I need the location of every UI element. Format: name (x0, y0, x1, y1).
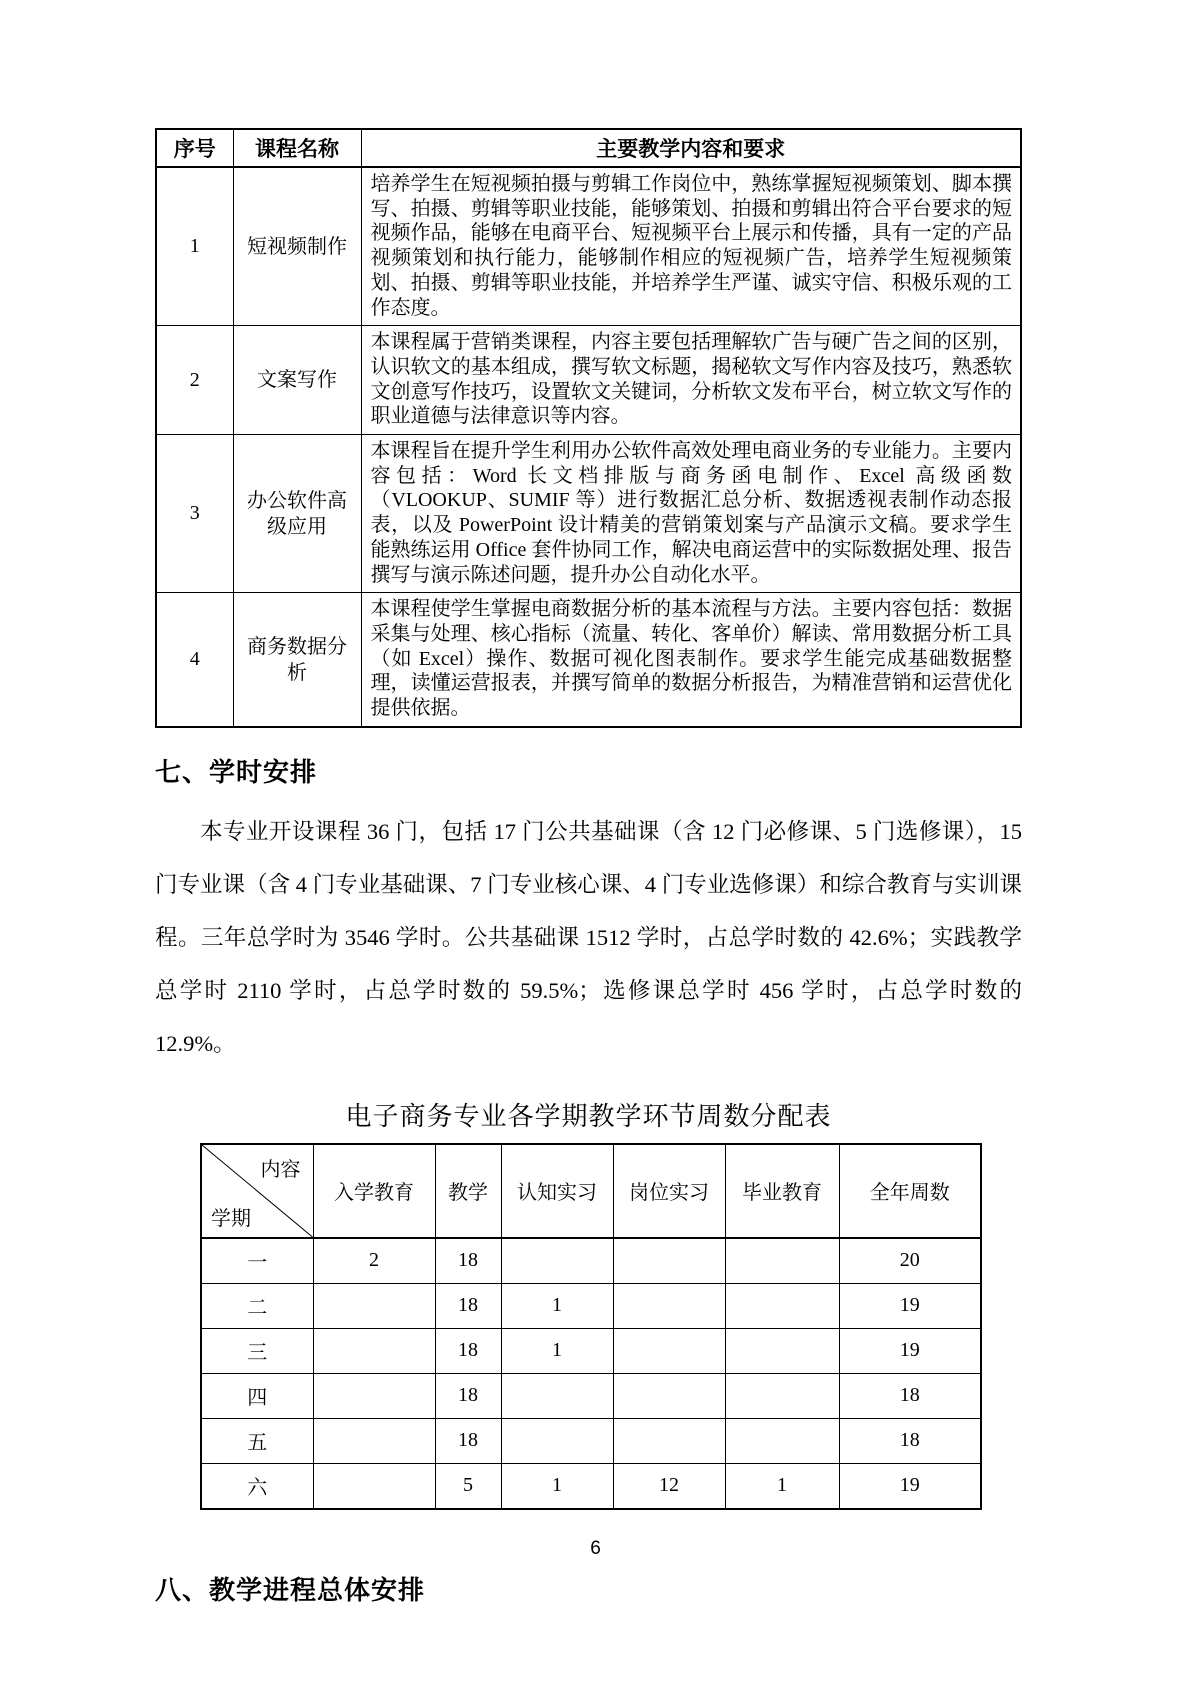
weeks-cell: 19 (839, 1283, 981, 1328)
section-heading-hours: 七、学时安排 (155, 756, 318, 787)
weeks-cell (613, 1373, 725, 1418)
course-no: 1 (156, 167, 233, 326)
table-row (156, 326, 1021, 435)
weeks-column-header: 认知实习 (501, 1144, 613, 1238)
weeks-row (201, 1238, 981, 1284)
weeks-table-title: 电子商务专业各学期教学环节周数分配表 (345, 1101, 832, 1131)
weeks-row (201, 1418, 981, 1463)
weeks-cell: 19 (839, 1463, 981, 1509)
course-name: 商务数据分析 (233, 593, 361, 727)
weeks-cell: 1 (501, 1463, 613, 1509)
weeks-row (201, 1373, 981, 1418)
table-row (156, 435, 1021, 593)
weeks-header-row (201, 1144, 981, 1238)
table-row (156, 593, 1021, 727)
course-name: 办公软件高级应用 (233, 435, 361, 593)
weeks-cell: 18 (435, 1283, 501, 1328)
course-no: 2 (156, 326, 233, 435)
weeks-cell: 12 (613, 1463, 725, 1509)
corner-label-content: 内容 (260, 1158, 301, 1181)
corner-cell (201, 1144, 313, 1238)
weeks-cell (501, 1418, 613, 1463)
page-number: 6 (590, 1538, 601, 1559)
course-content-table (155, 128, 1022, 728)
course-content: 培养学生在短视频拍摄与剪辑工作岗位中，熟练掌握短视频策划、脚本撰写、拍摄、剪辑等职业技能，能够策划、拍摄和剪辑出符合平台要求的短视频作品，能够在电商平台、短视频平台上展示和传播，具有一定的产品视频策划和执行能力，能够制作相应的短视频广告，培养学生短视频策划、拍摄、剪辑等职业技能，并培养学生严谨、诚实守信、积极乐观的工作态度。 (361, 167, 1021, 326)
weeks-cell: 1 (501, 1283, 613, 1328)
weeks-cell: 18 (435, 1238, 501, 1284)
weeks-column-header: 入学教育 (313, 1144, 435, 1238)
weeks-cell: 18 (839, 1418, 981, 1463)
course-name: 文案写作 (233, 326, 361, 435)
semester-label: 二 (201, 1283, 313, 1328)
weeks-cell: 20 (839, 1238, 981, 1284)
weeks-column-header: 全年周数 (839, 1144, 981, 1238)
semester-label: 一 (201, 1238, 313, 1284)
weeks-column-header: 毕业教育 (725, 1144, 839, 1238)
semester-label: 四 (201, 1373, 313, 1418)
weeks-cell (725, 1373, 839, 1418)
weeks-cell (613, 1283, 725, 1328)
column-header-name: 课程名称 (233, 129, 361, 167)
weeks-table (200, 1143, 982, 1510)
column-header-no: 序号 (156, 129, 233, 167)
weeks-column-header: 教学 (435, 1144, 501, 1238)
table-row (156, 167, 1021, 326)
weeks-cell: 18 (435, 1373, 501, 1418)
weeks-cell: 19 (839, 1328, 981, 1373)
semester-label: 六 (201, 1463, 313, 1509)
weeks-cell (725, 1418, 839, 1463)
semester-label: 五 (201, 1418, 313, 1463)
course-content: 本课程使学生掌握电商数据分析的基本流程与方法。主要内容包括：数据采集与处理、核心指标（流量、转化、客单价）解读、常用数据分析工具（如 Excel）操作、数据可视化图表制作。要求学生能完成基础数据整理，读懂运营报表，并撰写简单的数据分析报告，为精准营销和运营优化提供依据。 (361, 593, 1021, 727)
weeks-cell (613, 1238, 725, 1284)
weeks-cell (501, 1373, 613, 1418)
weeks-cell (501, 1238, 613, 1284)
course-content: 本课程旨在提升学生利用办公软件高效处理电商业务的专业能力。主要内容包括：Word 长文档排版与商务函电制作、Excel 高级函数（VLOOKUP、SUMIF 等）进行数据汇总分析、数据透视表制作动态报表，以及 PowerPoint 设计精美的营销策划案与产品演示文稿。要求学生能熟练运用 Office 套件协同工作，解决电商运营中的实际数据处理、报告撰写与演示陈述问题，提升办公自动化水平。 (361, 435, 1021, 593)
weeks-cell: 18 (839, 1373, 981, 1418)
course-no: 4 (156, 593, 233, 727)
hours-paragraph: 本专业开设课程 36 门，包括 17 门公共基础课（含 12 门必修课、5 门选修课），15 门专业课（含 4 门专业基础课、7 门专业核心课、4 门专业选修课）和综合教育与实训课程。三年总学时为 3546 学时。公共基础课 1512 学时，占总学时数的 42.6%；实践教学总学时 2110 学时，占总学时数的 59.5%；选修课总学时 456 学时，占总学时数的 12.9%。 (155, 818, 1022, 1056)
weeks-cell (313, 1418, 435, 1463)
weeks-row (201, 1328, 981, 1373)
weeks-row (201, 1283, 981, 1328)
table-header-row (156, 129, 1021, 167)
corner-label-semester: 学期 (211, 1207, 251, 1230)
weeks-cell: 18 (435, 1418, 501, 1463)
weeks-cell (725, 1328, 839, 1373)
weeks-cell: 2 (313, 1238, 435, 1284)
course-name: 短视频制作 (233, 167, 361, 326)
weeks-cell (725, 1238, 839, 1284)
course-no: 3 (156, 435, 233, 593)
semester-label: 三 (201, 1328, 313, 1373)
weeks-row (201, 1463, 981, 1509)
weeks-cell (613, 1328, 725, 1373)
weeks-cell (313, 1283, 435, 1328)
section-heading-schedule: 八、教学进程总体安排 (155, 1574, 426, 1605)
weeks-cell (313, 1328, 435, 1373)
column-header-content: 主要教学内容和要求 (361, 129, 1021, 167)
weeks-cell: 18 (435, 1328, 501, 1373)
course-content: 本课程属于营销类课程，内容主要包括理解软广告与硬广告之间的区别，认识软文的基本组成，撰写软文标题，揭秘软文写作内容及技巧，熟悉软文创意写作技巧，设置软文关键词，分析软文发布平台，树立软文写作的职业道德与法律意识等内容。 (361, 326, 1021, 435)
weeks-column-header: 岗位实习 (613, 1144, 725, 1238)
weeks-cell: 1 (725, 1463, 839, 1509)
weeks-cell (613, 1418, 725, 1463)
weeks-cell (313, 1373, 435, 1418)
weeks-cell (313, 1463, 435, 1509)
weeks-cell (725, 1283, 839, 1328)
weeks-cell: 1 (501, 1328, 613, 1373)
weeks-cell: 5 (435, 1463, 501, 1509)
